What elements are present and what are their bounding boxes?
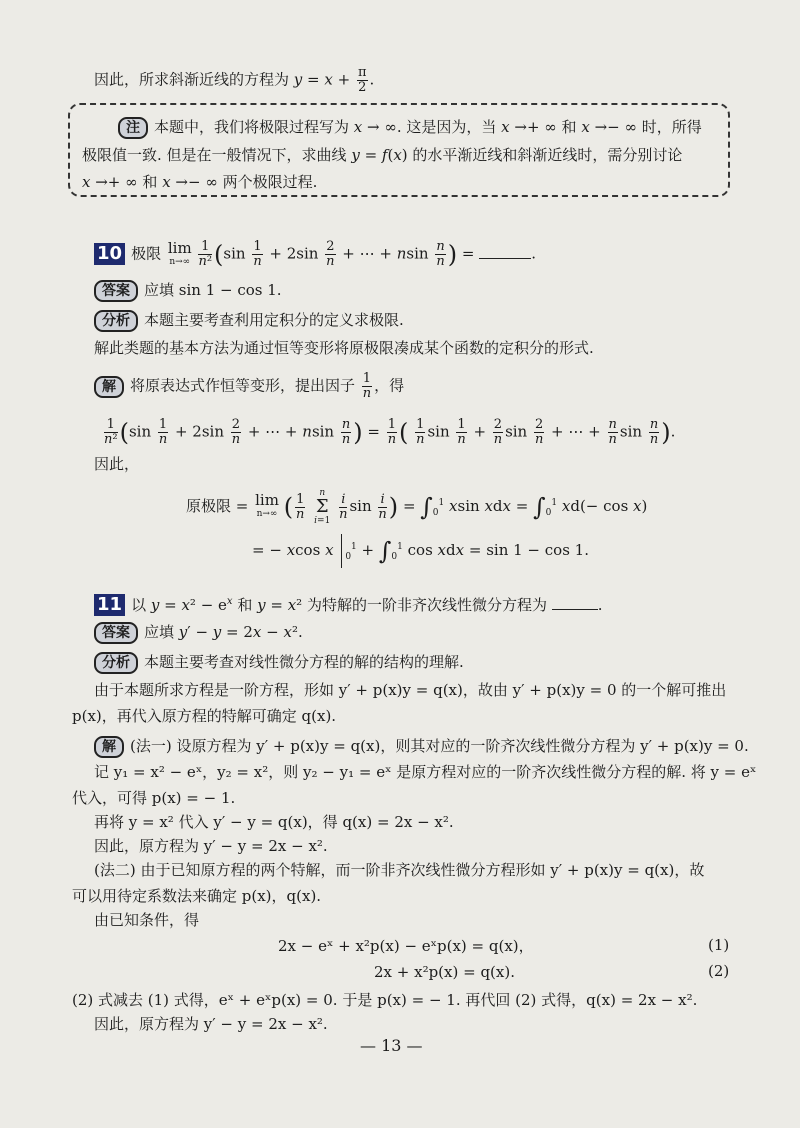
q11-equation-2: 2x + x²p(x) = q(x). (374, 963, 515, 981)
note-line-3: x →+ ∞ 和 x →− ∞ 两个极限过程. (82, 173, 318, 191)
answer-tag-2: 答案 (94, 622, 138, 644)
equation-number-1: (1) (708, 936, 730, 954)
question-number-10: 10 (94, 243, 125, 265)
q11-analysis: 分析 本题主要考查对线性微分方程的解的结构的理解. (94, 652, 464, 674)
q11-solution-2: 记 y₁ = x² − eˣ，y₂ = x²，则 y₂ − y₁ = eˣ 是原方程对应的一阶齐次线性微分方程的解. 将 y = eˣ (94, 763, 757, 781)
note-tag: 注 (118, 117, 148, 139)
q11-method2-e: 因此，原方程为 y′ − y = 2x − x². (94, 1015, 328, 1033)
page-number: — 13 — (360, 1036, 423, 1055)
answer-tag: 答案 (94, 280, 138, 302)
asymptote-conclusion: 因此，所求斜渐近线的方程为 y = x + $\frac{\pi}{2}$ . (94, 65, 375, 95)
solution-tag: 解 (94, 376, 124, 398)
q11-solution-4: 再将 y = x² 代入 y′ − y = q(x)，得 q(x) = 2x − x². (94, 813, 454, 831)
note-line-2: 极限值一致. 但是在一般情况下，求曲线 y = f(x) 的水平渐近线和斜渐近线时，需分别讨论 (82, 146, 683, 164)
q11-para-1b: p(x)，再代入原方程的特解可确定 q(x). (72, 707, 337, 725)
q10-answer: 答案 应填 sin 1 − cos 1. (94, 280, 282, 302)
q10-solution-intro: 解 将原表达式作恒等变形，提出因子 $\frac{1}{n}$ ，得 (94, 372, 404, 401)
q11-method2-b: 可以用待定系数法来确定 p(x)，q(x). (72, 887, 322, 905)
q10-analysis: 分析 本题主要考查利用定积分的定义求极限. (94, 310, 404, 332)
q11-method2-d: (2) 式减去 (1) 式得，eˣ + eˣp(x) = 0. 于是 p(x) = − 1. 再代回 (2) 式得，q(x) = 2x − x². (72, 991, 698, 1009)
analysis-tag: 分析 (94, 310, 138, 332)
question-10: 10 极限 lim n→∞ $\frac{1}{\text{n²}}$ (sin $\frac{1}{n}$ + 2sin $\frac{2}{n}$ + ⋯ + nsin $\frac{n}{n}$ ) = . (94, 240, 536, 269)
q10-equation-1: $\frac{1}{\text{n²}}$ (sin $\frac{1}{n}$ + 2sin $\frac{2}{n}$ + ⋯ + nsin $\frac{n}{n}$ ) = $\frac{1}{n}$ ( $\frac{1}{n}$ sin $\frac{1}{n}$ + $\frac{2}{n}$ sin $\frac{2}{n}$ + ⋯ + $\frac{n}{n}$ sin $\frac{n}{n}$ ). (104, 417, 676, 447)
q10-equation-3: = − xcos x $_0^1 + \int_0^1$ cos xdx = sin 1 − cos 1. (252, 534, 589, 568)
q11-solution-5: 因此，原方程为 y′ − y = 2x − x². (94, 837, 328, 855)
q10-equation-2: 原极限 = lim n→∞ ( $\frac{1}{n}$ n Σ i=1 $\frac{i}{n}$ sin $\frac{i}{n}$ ) = $\int_0^1$ xsin xdx = $\int_0^1$ xd(− cos x) (186, 488, 648, 526)
q11-solution-1: 解 (法一) 设原方程为 y′ + p(x)y = q(x)，则其对应的一阶齐次线性微分方程为 y′ + p(x)y = 0. (94, 736, 749, 758)
q11-method2-a: (法二) 由于已知原方程的两个特解，而一阶非齐次线性微分方程形如 y′ + p(x)y = q(x)，故 (94, 861, 705, 879)
therefore-label: 因此， (94, 455, 140, 473)
question-number-11: 11 (94, 594, 125, 616)
note-line-1: 注 本题中，我们将极限过程写为 x → ∞. 这是因为，当 x →+ ∞ 和 x →− ∞ 时，所得 (118, 117, 702, 139)
equation-number-2: (2) (708, 962, 730, 980)
q11-para-1a: 由于本题所求方程是一阶方程，形如 y′ + p(x)y = q(x)，故由 y′ + p(x)y = 0 的一个解可推出 (94, 681, 727, 699)
question-11: 11 以 $y = x^2 - e^x$ 和 y = x² 为特解的一阶非齐次线性微分方程为 . (94, 592, 603, 616)
q11-solution-3: 代入，可得 p(x) = − 1. (72, 789, 236, 807)
q11-equation-1: 2x − eˣ + x²p(x) − eˣp(x) = q(x)， (278, 937, 534, 955)
analysis-tag-2: 分析 (94, 652, 138, 674)
q11-method2-c: 由已知条件，得 (94, 911, 200, 929)
q10-method: 解此类题的基本方法为通过恒等变形将原极限凑成某个函数的定积分的形式. (94, 339, 594, 357)
solution-tag-2: 解 (94, 736, 124, 758)
q11-answer: 答案 应填 y′ − y = 2x − x². (94, 622, 303, 644)
